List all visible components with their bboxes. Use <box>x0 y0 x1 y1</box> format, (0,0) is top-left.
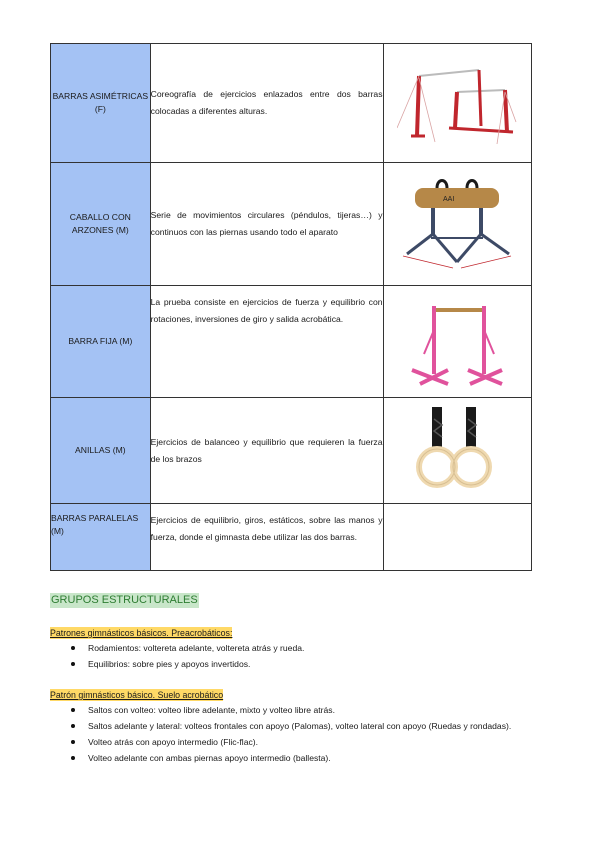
list-item-text: Saltos con volteo: volteo libre adelante, mixto y volteo libre atrás. <box>88 705 335 715</box>
apparatus-name: ANILLAS (M) <box>51 398 151 504</box>
apparatus-name: CABALLO CON ARZONES (M) <box>51 163 151 286</box>
apparatus-table <box>50 43 532 571</box>
list-item <box>68 656 532 672</box>
list-item <box>68 718 532 734</box>
list-item-text: Saltos adelante y lateral: volteos frontales con apoyo (Palomas), volteo lateral con apoyo (Ruedas y rondadas). <box>88 721 512 731</box>
list-item-text: Volteo atrás con apoyo intermedio (Flic-flac). <box>88 737 259 747</box>
apparatus-name: BARRA FIJA (M) <box>51 286 151 398</box>
apparatus-description: Coreografía de ejercicios enlazados entre dos barras colocadas a diferentes alturas. <box>150 44 383 163</box>
bullet-icon <box>71 708 75 712</box>
apparatus-name: BARRAS PARALELAS (M) <box>51 504 151 571</box>
group-heading-text: Patrón gimnásticos básico. Suelo acrobático <box>50 690 224 700</box>
apparatus-description: Ejercicios de equilibrio, giros, estáticos, sobre las manos y fuerza, donde el gimnasta debe utilizar las dos barras. <box>150 504 383 571</box>
bullet-icon <box>71 662 75 666</box>
bullet-list <box>68 640 532 672</box>
apparatus-image-cell <box>383 504 531 571</box>
uneven-bars-icon <box>397 56 517 151</box>
list-item-text: Equilibrios: sobre pies y apoyos invertidos. <box>88 659 251 669</box>
table-row <box>51 286 532 398</box>
list-item-text: Volteo adelante con ambas piernas apoyo intermedio (ballesta). <box>88 753 331 763</box>
apparatus-description: La prueba consiste en ejercicios de fuerza y equilibrio con rotaciones, inversiones de giro y salida acrobática. <box>150 286 383 398</box>
apparatus-image-cell <box>383 286 531 398</box>
apparatus-description: Ejercicios de balanceo y equilibrio que requieren la fuerza de los brazos <box>150 398 383 504</box>
section-title: GRUPOS ESTRUCTURALES <box>51 594 198 606</box>
group-heading <box>50 689 223 701</box>
group-heading-text: Patrones gimnásticos básicos. Preacrobáticos <box>50 628 230 638</box>
list-item <box>68 750 532 766</box>
list-item <box>68 640 532 656</box>
pommel-horse-icon <box>397 174 517 274</box>
svg-text:AAI: AAI <box>443 196 455 203</box>
rings-icon <box>412 403 502 498</box>
bullet-icon <box>71 740 75 744</box>
table-row <box>51 44 532 163</box>
apparatus-image-cell <box>383 44 531 163</box>
bullet-icon <box>71 646 75 650</box>
high-bar-icon <box>402 294 512 389</box>
list-item <box>68 702 532 718</box>
list-item-text: Rodamientos: voltereta adelante, voltereta atrás y rueda. <box>88 643 305 653</box>
group-heading-suffix: : <box>229 628 233 638</box>
bullet-icon <box>71 756 75 760</box>
bullet-list <box>68 702 532 766</box>
bullet-icon <box>71 724 75 728</box>
group-heading <box>50 627 232 639</box>
list-item <box>68 734 532 750</box>
table-row <box>51 163 532 286</box>
apparatus-description: Serie de movimientos circulares (péndulos, tijeras…) y continuos con las piernas usando todo el aparato <box>150 163 383 286</box>
table-row <box>51 398 532 504</box>
apparatus-image-cell <box>383 163 531 286</box>
apparatus-image-cell <box>383 398 531 504</box>
apparatus-name: BARRAS ASIMÉTRICAS (F) <box>51 44 151 163</box>
table-row <box>51 504 532 571</box>
